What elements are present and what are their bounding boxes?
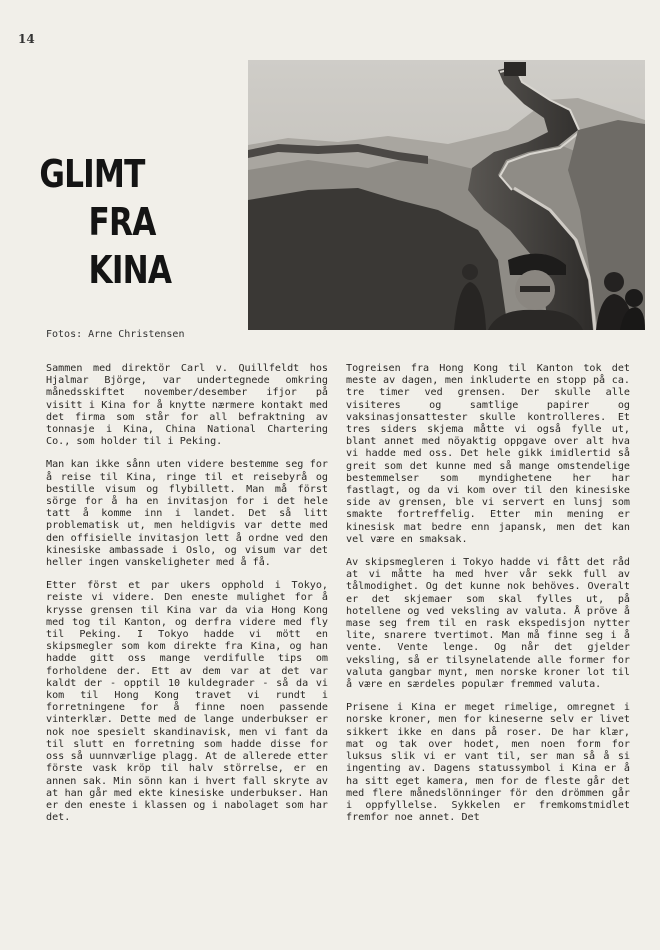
paragraph: Etter först et par ukers opphold i Tokyo, reiste vi videre. Den eneste mulighet for å krysse grensen til Kina var da via Hong Kong med tog til Kanton, og derfra videre med fly til Peking. I Tokyo hadde vi mött en skipsmegler som kom direkte fra Kina, og han hadde gitt oss mange verdifulle tips om forholdene der. Ett av dem var at det var kaldt der - opptil 10 kuldegrader - så da vi kom til Hong Kong travet vi rundt i forretningene for å finne noen passende vinterklær. Dette med de lange underbukser er nok noe spesielt skandinavisk, men vi fant da til slutt en forretning som hadde disse for oss så uunnværlige plagg. At de allerede etter förste vask kröp til halv störrelse, er en annen sak. Min sönn kan i hvert fall skryte av at han går med ekte kinesiske underbukser. Han er den eneste i klassen og i nabolaget som har det. <box>46 580 328 824</box>
paragraph: Man kan ikke sånn uten videre bestemme seg for å reise til Kina, ringe til et reisebyrå og bestille visum og flybillett. Man må först sörge for å ha en invitasjon for i det hele tatt å komme inn i landet. Det så litt problematisk ut, men heldigvis var dette med den offisielle invitasjon lett å ordne ved den kinesiske ambassade i Oslo, og visum var det heller ingen vanskeligheter med å få. <box>46 459 328 569</box>
paragraph: Togreisen fra Hong Kong til Kanton tok det meste av dagen, men inkluderte en stopp på ca. tre timer ved grensen. Der skulle alle visiteres og samtlige papirer og vaksinasjonsattester skulle kontrolleres. Et tres siders skjema måtte vi også fylle ut, blant annet med nöyaktig oppgave over alt hva vi hadde med oss. Det hele gikk imidlertid så greit som det kunne med så mange omstendelige bestemmelser som myndighetene her har fastlagt, og da vi kom over til den kinesiske side av grensen, ble vi servert en lunsj som smakte fortreffelig. Etter min mening er kinesisk mat bedre enn japansk, men det kan vel være en smaksak. <box>346 363 630 545</box>
photo-credit-caption: Fotos: Arne Christensen <box>46 329 185 340</box>
article-title <box>0 150 201 294</box>
paragraph: Av skipsmegleren i Tokyo hadde vi fått det råd at vi måtte ha med hver vår sekk full av tålmodighet. Og det kunne nok behöves. Overalt er det skjemaer som skal fylles ut, på hotellene og ved veksling av valuta. Å pröve å mase seg frem til en rask ekspedisjon nytter lite, snarere tvertimot. Man må finne seg i å vente. Vente lenge. Og når det gjelder veksling, så er tilsynelatende alle former for valuta gangbar mynt, men norske kroner lot til å være en særdeles populær fremmed valuta. <box>346 557 630 691</box>
great-wall-photo-icon <box>248 60 645 330</box>
paragraph: Prisene i Kina er meget rimelige, omregnet i norske kroner, men for kineserne selv er livet sikkert ikke en dans på roser. De har klær, mat og tak over hodet, men noen form for luksus slik vi er vant til, ser man så å si ingenting av. Dagens statussymbol i Kina er å ha sitt eget kamera, men for de fleste går det med flere månedslönninger för den drömmen går i oppfyllelse. Sykkelen er fremkomstmidlet fremfor noe annet. Det <box>346 702 630 824</box>
article-column-right <box>346 363 630 835</box>
great-wall-photo <box>248 60 645 330</box>
paragraph: Sammen med direktör Carl v. Quillfeldt hos Hjalmar Björge, var undertegnede omkring månedsskiftet november/desember ifjor på visitt i Kina for å knytte nærmere kontakt med det firma som står for all befraktning av tonnasje i Kina, China National Chartering Co., som holder til i Peking. <box>46 363 328 448</box>
title-line-glimt: GLIMT <box>39 152 145 196</box>
page-number: 14 <box>18 32 35 46</box>
article-column-left <box>46 363 328 835</box>
title-line-fra-kina: FRA KINA <box>88 200 172 292</box>
